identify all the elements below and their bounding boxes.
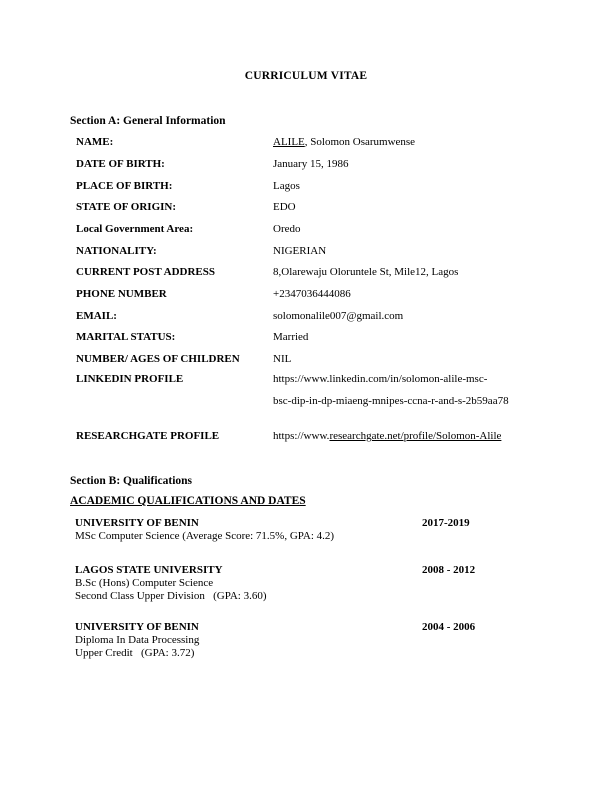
info-row-marital-status xyxy=(76,330,576,344)
name-surname: ALILE xyxy=(273,136,305,148)
institution-name: UNIVERSITY OF BENIN xyxy=(75,517,199,529)
qualification-header-row xyxy=(75,517,555,530)
current-post-address-label: CURRENT POST ADDRESS xyxy=(76,266,215,278)
marital-status-value: Married xyxy=(273,331,309,343)
researchgate-url-path: researchgate.net/profile/Solomon-Alile xyxy=(329,430,502,442)
info-row-date-of-birth xyxy=(76,157,576,171)
section-b-heading: Section B: Qualifications xyxy=(70,475,193,487)
researchgate-link[interactable] xyxy=(273,430,501,442)
qualification-header-row xyxy=(75,621,555,634)
children-value: NIL xyxy=(273,353,292,365)
local-government-area-label: Local Government Area: xyxy=(76,223,194,235)
name-label: NAME: xyxy=(76,136,114,148)
name-value xyxy=(273,135,415,149)
researchgate-url[interactable] xyxy=(273,429,501,443)
section-a-heading: Section A: General Information xyxy=(70,115,226,127)
qualification-dates: 2004 - 2006 xyxy=(422,621,476,633)
qualification-dates: 2017-2019 xyxy=(422,517,470,529)
qualification-detail: Diploma In Data Processing xyxy=(75,634,200,646)
email-label: EMAIL: xyxy=(76,310,117,322)
linkedin-profile-label: LINKEDIN PROFILE xyxy=(76,373,184,385)
info-row-name xyxy=(76,135,576,149)
institution-name: LAGOS STATE UNIVERSITY xyxy=(75,564,223,576)
institution-name: UNIVERSITY OF BENIN xyxy=(75,621,199,633)
qualification-entry-unibén-msc xyxy=(75,517,555,543)
place-of-birth-label: PLACE OF BIRTH: xyxy=(76,180,173,192)
email-value: solomonalile007@gmail.com xyxy=(273,310,404,322)
qualification-detail: Second Class Upper Division (GPA: 3.60) xyxy=(75,590,267,602)
info-row-email xyxy=(76,309,576,323)
state-of-origin-label: STATE OF ORIGIN: xyxy=(76,201,177,213)
info-row-state-of-origin xyxy=(76,200,576,214)
phone-number-value: +2347036444086 xyxy=(273,288,351,300)
qualification-entry-lasu-bsc xyxy=(75,564,555,603)
marital-status-label: MARITAL STATUS: xyxy=(76,331,176,343)
state-of-origin-value: EDO xyxy=(273,201,296,213)
linkedin-url-line2[interactable] xyxy=(273,390,509,412)
info-row-linkedin-profile xyxy=(76,368,576,412)
qualification-dates: 2008 - 2012 xyxy=(422,564,476,576)
qualification-detail: MSc Computer Science (Average Score: 71.5%, GPA: 4.2) xyxy=(75,530,335,542)
info-row-place-of-birth xyxy=(76,179,576,193)
academic-qualifications-subheading: ACADEMIC QUALIFICATIONS AND DATES xyxy=(70,495,306,507)
info-row-phone-number xyxy=(76,287,576,301)
info-row-current-post-address xyxy=(76,265,576,279)
document-title: CURRICULUM VITAE xyxy=(244,70,368,82)
name-rest: , Solomon Osarumwense xyxy=(304,136,416,148)
date-of-birth-label: DATE OF BIRTH: xyxy=(76,158,165,170)
linkedin-link[interactable]: https://www.linkedin.com/in/solomon-alile-msc- xyxy=(273,373,488,385)
info-row-local-government-area xyxy=(76,222,576,236)
local-government-area-value: Oredo xyxy=(273,223,301,235)
researchgate-url-prefix: https://www. xyxy=(273,430,330,442)
researchgate-profile-label: RESEARCHGATE PROFILE xyxy=(76,430,220,442)
qualification-entry-uniben-diploma xyxy=(75,621,555,660)
info-row-researchgate-profile xyxy=(76,429,576,443)
linkedin-url-line1[interactable] xyxy=(273,368,509,390)
qualification-detail: Upper Credit (GPA: 3.72) xyxy=(75,647,195,659)
linkedin-url xyxy=(273,368,509,412)
place-of-birth-value: Lagos xyxy=(273,180,300,192)
linkedin-link-continued[interactable]: bsc-dip-in-dp-miaeng-mnipes-ccna-r-and-s-2b59aa78 xyxy=(273,395,509,407)
nationality-label: NATIONALITY: xyxy=(76,245,157,257)
phone-number-label: PHONE NUMBER xyxy=(76,288,167,300)
qualification-header-row xyxy=(75,564,555,577)
children-label: NUMBER/ AGES OF CHILDREN xyxy=(76,353,240,365)
info-row-children xyxy=(76,352,576,366)
nationality-value: NIGERIAN xyxy=(273,245,327,257)
current-post-address-value: 8,Olarewaju Oloruntele St, Mile12, Lagos xyxy=(273,266,459,278)
info-row-nationality xyxy=(76,244,576,258)
qualification-detail: B.Sc (Hons) Computer Science xyxy=(75,577,214,589)
date-of-birth-value: January 15, 1986 xyxy=(273,158,349,170)
